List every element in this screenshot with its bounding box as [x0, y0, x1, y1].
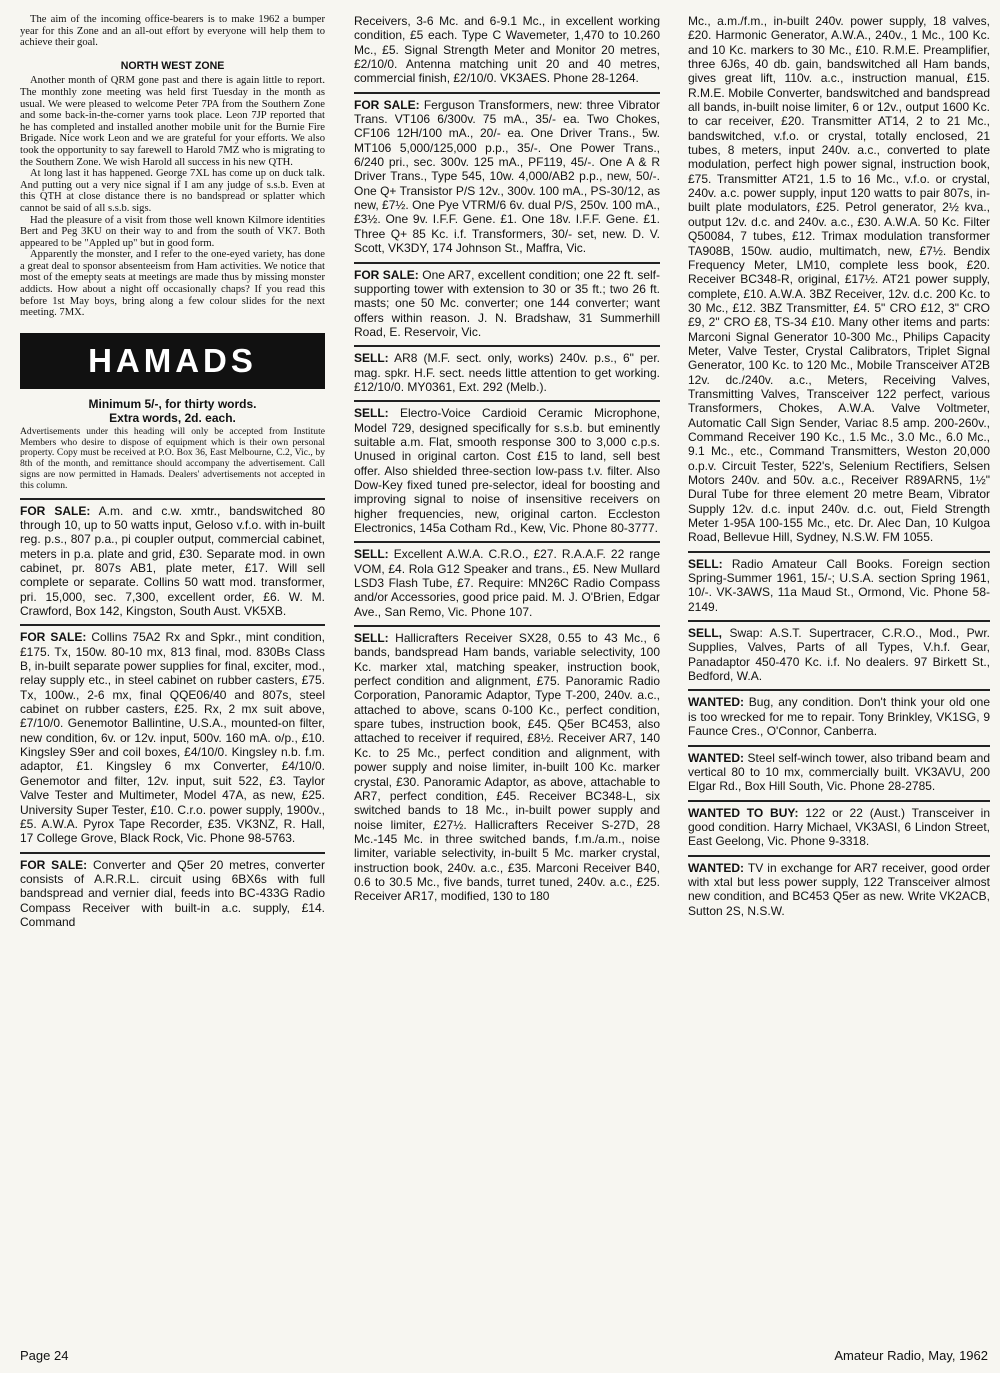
ad-tag: FOR SALE: — [20, 503, 91, 518]
page-number: Page 24 — [20, 1348, 69, 1363]
hamads-rules: Advertisements under this heading will only be accepted from Institute Members who desire to dispose of equipment which is their own personal property. Copy must be received at P.O. Box 36, East Melbourne, C.2, Vic., by 8th of the month, and remittance should accompany the advertisement. Call signs are now permitted in Hamads. Dealers' advertisements not accepted in this column. — [20, 425, 325, 491]
classified-ad — [688, 800, 990, 849]
ad-text: Swap: A.S.T. Supertracer, C.R.O., Mod., Pwr. Supplies, Valves, Parts of all Types, V.h.f. Gear, Panadaptor 450-470 Kc. i.f. No dealers. 97 Birkett St., Bedford, W.A. — [688, 626, 990, 684]
ad-text: Hallicrafters Receiver SX28, 0.55 to 43 Mc., 6 bands, bandspread Ham bands, variable selectivity, 100 Kc. marker xtal, matching speaker, instruction book, perfect condition and alignment, £75. Panoramic Radio Corporation, Panoramic Adaptor, Type T-200, 240v. a.c., attached to above, scans 0-100 Kc., perfect condition, spare tubes, instruction book, £45. Q5er BC453, also attached to receiver if required, £8½. Receiver AR7, 140 Kc. to 25 Mc., perfect condition and alignment, with power supply and noise limiter, in-built 100 Kc. marker crystal, £30. Panoramic Adaptor, as above, attachable to AR7, perfect condition, £45. Receiver BC348-L, six switched bands to 18 Mc., in-built power supply and noise limiter, £27½. Hallicrafters Receiver S-27D, 28 Mc.-145 Mc. in three switched bands, f.m./a.m., noise limiter, variable selectivity, in-built 5 Mc. marker crystal, instruction book, 240v. a.c., £35. Marconi Receiver B40, 0.6 to 30.5 Mc., five bands, turret tuned, 240v. a.c., £25. Receiver AR17, modified, 130 to 180 — [354, 631, 660, 904]
zone-paragraph: At long last it has happened. George 7XL has come up on duck talk. And putting out a very nice signal if I am any judge of s.s.b. Even at this QTH at close distance there is no bandspread or splatter which cannot be said of all s.s.b. sigs. — [20, 168, 325, 214]
classified-ad — [354, 345, 660, 394]
intro-paragraph: The aim of the incoming office-bearers is to make 1962 a bumper year for this Zone and an all-out effort by everyone will help them to achieve their goal. — [20, 14, 325, 49]
ad-text: TV in exchange for AR7 receiver, good order with xtal but less power supply, 122 Transceiver almost new condition, and BC453 Q5er as new. Write VK2ACB, Sutton 2S, N.S.W. — [688, 860, 990, 918]
ad-tag: WANTED: — [688, 750, 744, 765]
column-3 — [688, 14, 990, 918]
ad-tag: SELL: — [354, 406, 389, 421]
magazine-issue: Amateur Radio, May, 1962 — [834, 1348, 988, 1363]
ad-text: Converter and Q5er 20 metres, converter consists of A.R.R.L. circuit using 6BX6s with full bandspread and vernier dial, feeds into BC-433G Radio Compass Receiver with built-in a.c. supply, £14. Command — [20, 857, 325, 929]
classified-ad — [354, 92, 660, 256]
ad-text: AR8 (M.F. sect. only, works) 240v. p.s., 6" per. mag. spkr. H.F. sect. needs little attention to get working. £12/10/0. MY0361, Ext. 292 (Melb.). — [354, 351, 660, 394]
ad-tag: WANTED TO BUY: — [688, 805, 799, 820]
hamads-banner: HAMADS — [20, 333, 325, 389]
ad-tag: SELL, — [688, 626, 723, 641]
ad-text: Ferguson Transformers, new: three Vibrator Trans. VT106 6/300v. 75 mA., 35/- ea. Two Chokes, CF106 12H/100 mA., 20/- ea. One Driver Trans., 5w. MT106 5,000/125,000 p.p., 35/-. One Power Trans., 6/240 pri., sec. 300v. 125 mA., PF119, 45/-. One A & R Driver Trans., Type 545, 10w. 4,000/AB2 p.p., new, 50/-. One Q+ Transistor P/S 12v., 300v. 100 mA., PS-30/12, as new, £7½. One Pye VTRM/6 6v. dual P/S, 250v. 100 mA., £3½. One 9v. I.F.F. Gene. £1. One 18v. I.F.F. Gene. £1. Three Q+ 85 Kc. i.f. Transformers, 30/- set, new. D. V. Scott, VK3DY, 174 Johnson St., Maffra, Vic. — [354, 97, 660, 256]
classified-ad — [688, 855, 990, 918]
ad-tag: FOR SALE: — [20, 630, 87, 645]
ad-text: One AR7, excellent condition; one 22 ft. self-supporting tower with extension to 30 or 35 ft.; two 26 ft. masts; one 50 Mc. converter; one 144 converter; want offers within reason. J. N. Bradshaw, 31 Summerhill Road, E. Reservoir, Vic. — [354, 267, 660, 339]
ad-tag: SELL: — [688, 556, 723, 571]
column-2 — [354, 14, 660, 904]
ad-tag: FOR SALE: — [20, 857, 88, 872]
classified-ad — [20, 852, 325, 930]
ad-continuation: Mc., a.m./f.m., in-built 240v. power supply, 18 valves, £20. Harmonic Generator, A.W.A., 240v., 1 Mc., 100 Kc. and 10 Kc. markers to 30 Mc., £10. R.M.E. Preamplifier, three 6J6s, 40 db. gain, bandswitched all Ham bands, gives great lift, 110v. a.c., instruction manual, £15. R.M.E. Mobile Converter, bandswitched and bandspread all bands, in-built noise limiter, 6 or 12v., output 1600 Kc. to car receiver, £20. Transmitter AT14, 2 to 21 Mc., bandswitched, v.f.o. or crystal, totally enclosed, 21 tubes, 8 meters, input 240v. a.c., converted to plate modulation, perfect high power signal, instruction book, £75. Transmitter AT21, 1.5 to 16 Mc., v.f.o. or crystal, 240v. a.c. power supply, input 120 watts to pair 807s, in-built plate modulators, £25. Petrol generator, 2½ kva., output 12v. d.c. and 240v. a.c., £30. A.W.A. 50 Kc. Filter Q50084, 7 tubes, £12. Trimax modulation transformer TA908B, 150w. audio, multimatch, new, £7½. Bendix Frequency Meter, LM10, complete less book, £20. Receiver BC348-R, original, £17½. AT21 power supply, complete, £10. A.W.A. 3BZ Receiver, 12v. d.c. 200 Kc. to 30 Mc., £12. 3BZ Transmitter, £4. 5" CRO £12, 3" CRO £9, 2" CRO £8, TS-34 £10. Many other items and parts: Marconi Signal Generator 10-300 Mc., Philips Capacity Meter, Valve Tester, Crystal Calibrators, Triplet Signal Generator, 100 Kc. to 120 Mc., Mobile Transceiver AT2B 12v. dc./240v. a.c., Meters, Receiving Valves, Transmitting Valves, Transceiver 122 perfect, various Transformers, Chokes, A.W.A. Valve Voltmeter, Automatic Call Sign Sender, Variac 8.5 amp. 200-260v., Command Receiver 190 Kc., 1.5 Mc., 3.0 Mc., 6.0 Mc., 9.1 Mc., etc., Command Transmitters, Weston 20,000 o.p.v. Circuit Tester, 522's, Selenium Rectifiers, Selsen Motors 240v. and 50v. a.c., Receiver R89ARN5, 1½" Dural Tube for three element 20 metre Beam, Vibrator Supply 12v. d.c. input 240v. d.c. out, Field Strength Meter 1-95A 100-155 Mc., etc. Dr. Alec Dan, 10 Kulgoa Road, Bellevue Hill, Sydney, N.S.W. FM 1055. — [688, 14, 990, 545]
classified-ad — [354, 262, 660, 340]
ad-text: Electro-Voice Cardioid Ceramic Microphone, Model 729, designed specifically for s.s.b. but eminently suitable a.m. Flat, smooth response 300 to 3,000 c.p.s. Unused in original carton. Cost £15 to land, sell best offer. Also shielded three-section low-pass t.v. filter. Also Dow-Key fixed tuned pre-selector, ideal for boosting and improving signal to noise of insensitive receivers on higher frequencies, new, original carton. Eccleston Electronics, 145a Cotham Rd., Kew, Vic. Phone 80-3777. — [354, 406, 660, 535]
ad-text: Collins 75A2 Rx and Spkr., mint condition, £175. Tx, 150w. 80-10 mx, 813 final, mod. 830Bs Class B, in-built separate power supplies for final, exciter, mod., relay supply etc., in steel cabinet on rubber casters, £75. Tx, 100w., 2-6 mx, final QQE06/40 and 807s, steel cabinet on rubber casters, £25. Rx, 2 mx suit above, £7/10/0. Genemotor Ballintine, U.S.A., mounted-on filter, new condition, 6v. or 12v. input, 500v. 160 mA. o/p., £10. Kingsley S9er and coil boxes, £4/10/0. Kingsley n.b. f.m. adaptor, £1. Kingsley 6 mx Converter, £4/10/0. Genemotor and filter, 12v. input, suit 522, £3. Taylor Valve Tester and Multimeter, Model 47A, as new, £25. University Super Tester, £10. C.r.o. power supply, 1900v., £5. A.W.A. Pyrox Tape Recorder, £35. VK3NZ, R. Hall, 17 College Grove, Black Rock, Vic. Phone 98-5763. — [20, 630, 325, 846]
ad-text: Steel self-winch tower, also triband beam and vertical 80 to 10 mx, commercially built. VK3AVU, 200 Elgar Rd., Box Hill South, Vic. Phone 28-2785. — [688, 750, 990, 794]
classified-ad — [20, 498, 325, 619]
ad-tag: WANTED: — [688, 695, 744, 710]
classified-ad — [20, 624, 325, 845]
ad-tag: SELL: — [354, 547, 389, 562]
ad-tag: SELL: — [354, 631, 389, 646]
zone-paragraph: Had the pleasure of a visit from those well known Kilmore identities Bert and Peg 3KU on their way to and from the south of VK7. Both appeared to be "Appled up" but in good form. — [20, 214, 325, 249]
column-1 — [20, 14, 325, 929]
classified-ad — [354, 541, 660, 619]
ad-text: A.m. and c.w. xmtr., bandswitched 80 through 10, up to 50 watts input, Geloso v.f.o. with in-built reg. p.s., 807 p.a., pi coupler output, commercial cabinet, meters in p.a. plate and grid, £30. Separate mod. in own cabinet, pr. 807s AB1, plate meter, £17. Will sell complete or separate. Collins 50 watt mod. transformer, pri. 15,000, sec. 7,300, excellent order, £6. W. M. Crawford, Box 142, Kingston, South Aust. VK5XB. — [20, 503, 326, 619]
ad-tag: FOR SALE: — [354, 97, 420, 112]
zone-paragraph: Another month of QRM gone past and there is again little to report. The monthly zone meeting was held first Tuesday in the month as usual. We were pleased to welcome Peter 7PA from the Southern Zone and some back-in-the-corner yarns took place. Leon 7JP reported that he has completed and installed another mobile unit for the Burnie Fire Brigade. Nice work Leon and we are grateful for your efforts. We also took the opportunity to say farewell to Harold 7MZ who is migrating to the Southern Zone. We wish Harold all success in his new QTH. — [20, 75, 325, 168]
minimum-charge: Minimum 5/-, for thirty words. — [88, 396, 257, 411]
ad-tag: SELL: — [354, 351, 389, 366]
zone-heading: NORTH WEST ZONE — [120, 59, 225, 72]
classified-ad — [354, 400, 660, 535]
zone-paragraph: Apparently the monster, and I refer to the one-eyed variety, has done a great deal to sponsor absenteeism from Ham activities. We notice that most of the emepty seats at meetings are made thus by missing monster addicts. How about a night off occasionally chaps? If you read this before 1st May boys, bring along a few colour slides for the next meeting. 7MX. — [20, 249, 325, 319]
ad-tag: WANTED: — [688, 860, 744, 875]
ads-list — [20, 498, 325, 930]
classified-ad — [688, 745, 990, 794]
ad-tag: FOR SALE: — [354, 267, 419, 282]
ad-text: Excellent A.W.A. C.R.O., £27. R.A.A.F. 22 range VOM, £4. Rola G12 Speaker and trans., £5. New Mullard LSD3 Flash Tube, £7. Require: MN26C Radio Compass and/or Accessories, good price paid. M. J. O'Brien, Edgar Ave., San Remo, Vic. Phone 107. — [354, 547, 660, 619]
classified-ad — [354, 625, 660, 904]
news-section — [20, 14, 325, 319]
ad-text: Radio Amateur Call Books. Foreign section Spring-Summer 1961, 15/-; U.S.A. section Spring 1961, 10/-. VK-3AWS, 11a Maud St., Ormond, Vic. Phone 58-2149. — [688, 556, 990, 614]
classified-ad — [688, 620, 990, 683]
ad-text: 122 or 22 (Aust.) Transceiver in good condition. Harry Michael, VK3ASI, 6 Lindon Street, East Geelong, Vic. Phone 9-3318. — [688, 805, 990, 849]
classified-ad — [688, 551, 990, 614]
ad-text: Bug, any condition. Don't think your old one is too wrecked for me to repair. Tony Brinkley, VK1SG, 9 Faunce Cres., O'Connor, Canberra. — [688, 695, 990, 739]
classified-ad — [688, 689, 990, 738]
ad-continuation: Receivers, 3-6 Mc. and 6-9.1 Mc., in excellent working condition, £5 each. Type C Wavemeter, 1,470 to 10.260 Mc., £5. Signal Strength Meter and Monitor 20 metres, £2/10/0. Antenna matching unit 20 and 40 metres, commercial finish, £2/10/0. VK3AES. Phone 28-1264. — [354, 14, 660, 86]
extra-words-charge: Extra words, 2d. each. — [109, 410, 236, 425]
